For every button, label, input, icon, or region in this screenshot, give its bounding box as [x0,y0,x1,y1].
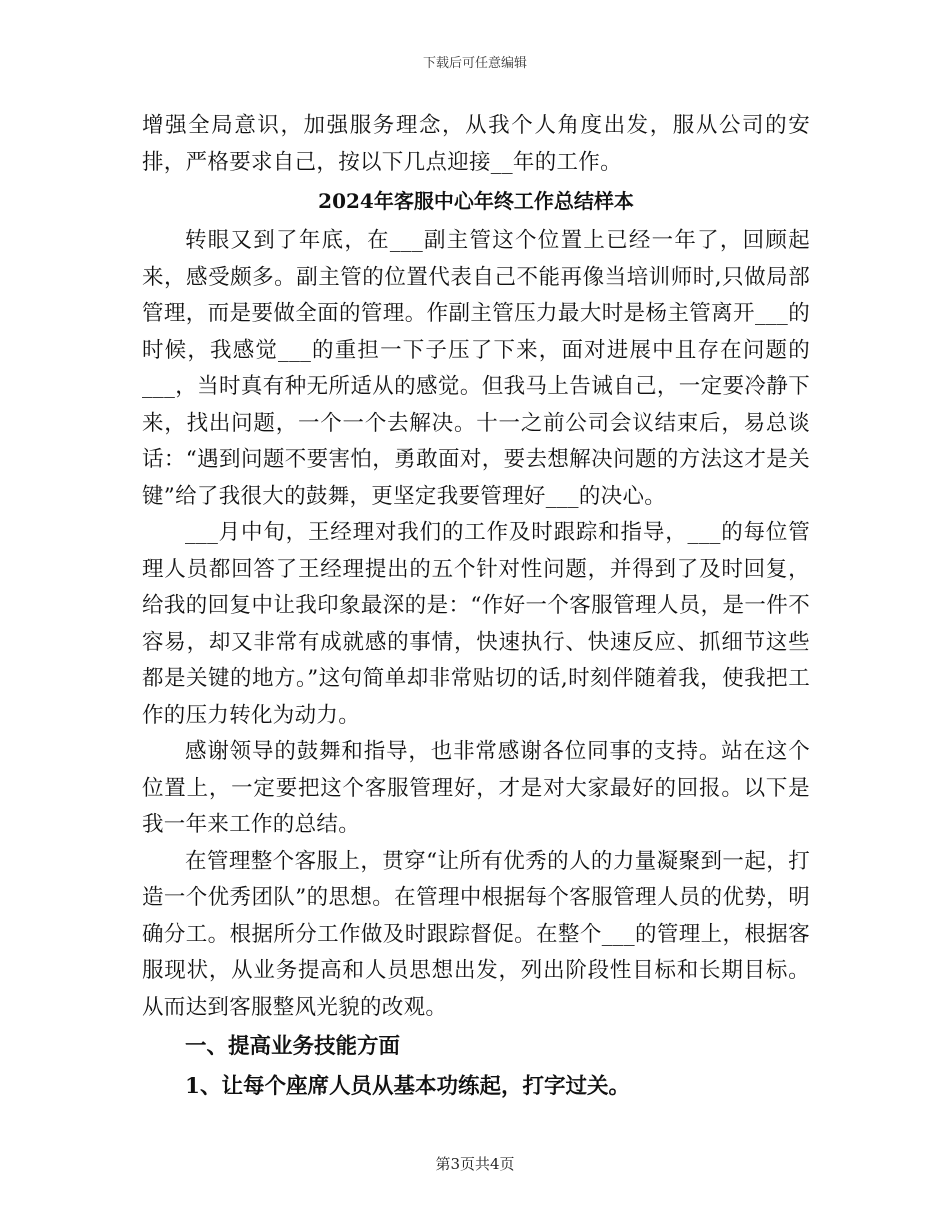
document-title: 2024年客服中心年终工作总结样本 [318,189,634,213]
body-paragraph-2: ___月中旬，王经理对我们的工作及时跟踪和指导，___的每位管理人员都回答了王经理提出的五个针对性问题，并得到了及时回复，给我的回复中让我印象最深的是：“作好一个客服管理人员，是一件不容易，却又非常有成就感的事情，快速执行、快速反应、抓细节这些都是关键的地方。”这句简单却非常贴切的话,时刻伴随着我，使我把工作的压力转化为动力。 [142,520,810,728]
body-paragraph-4: 在管理整个客服上，贯穿“让所有优秀的人的力量凝聚到一起，打造一个优秀团队”的思想。在管理中根据每个客服管理人员的优势，明确分工。根据所分工作做及时跟踪督促。在整个___的管理上，根据客服现状，从业务提高和人员思想出发，列出阶段性目标和长期目标。从而达到客服整风光貌的改观。 [142,848,810,1020]
body-paragraph-3: 感谢领导的鼓舞和指导，也非常感谢各位同事的支持。站在这个位置上，一定要把这个客服管理好，才是对大家最好的回报。以下是我一年来工作的总结。 [142,739,810,837]
intro-paragraph: 增强全局意识，加强服务理念，从我个人角度出发，服从公司的安排，严格要求自己，按以下几点迎接__年的工作。 [142,113,810,175]
section-heading: 一、提高业务技能方面 [185,1034,401,1059]
page-footer: 第3页共4页 [435,1155,515,1173]
subsection-heading: 1、让每个座席人员从基本功练起，打字过关。 [185,1074,630,1099]
body-paragraph-1: 转眼又到了年底，在___副主管这个位置上已经一年了，回顾起来，感受颇多。副主管的位置代表自己不能再像当培训师时,只做局部管理，而是要做全面的管理。作副主管压力最大时是杨主管离开___的时候，我感觉___的重担一下子压了下来，面对进展中且存在问题的___，当时真有种无所适从的感觉。但我马上告诫自己，一定要冷静下来，找出问题，一个一个去解决。十一之前公司会议结束后，易总谈话：“遇到问题不要害怕，勇敢面对，要去想解决问题的方法这才是关键”给了我很大的鼓舞，更坚定我要管理好___的决心。 [142,228,810,509]
document-body [142,108,810,1106]
page-header: 下载后可任意编辑 [422,56,527,71]
